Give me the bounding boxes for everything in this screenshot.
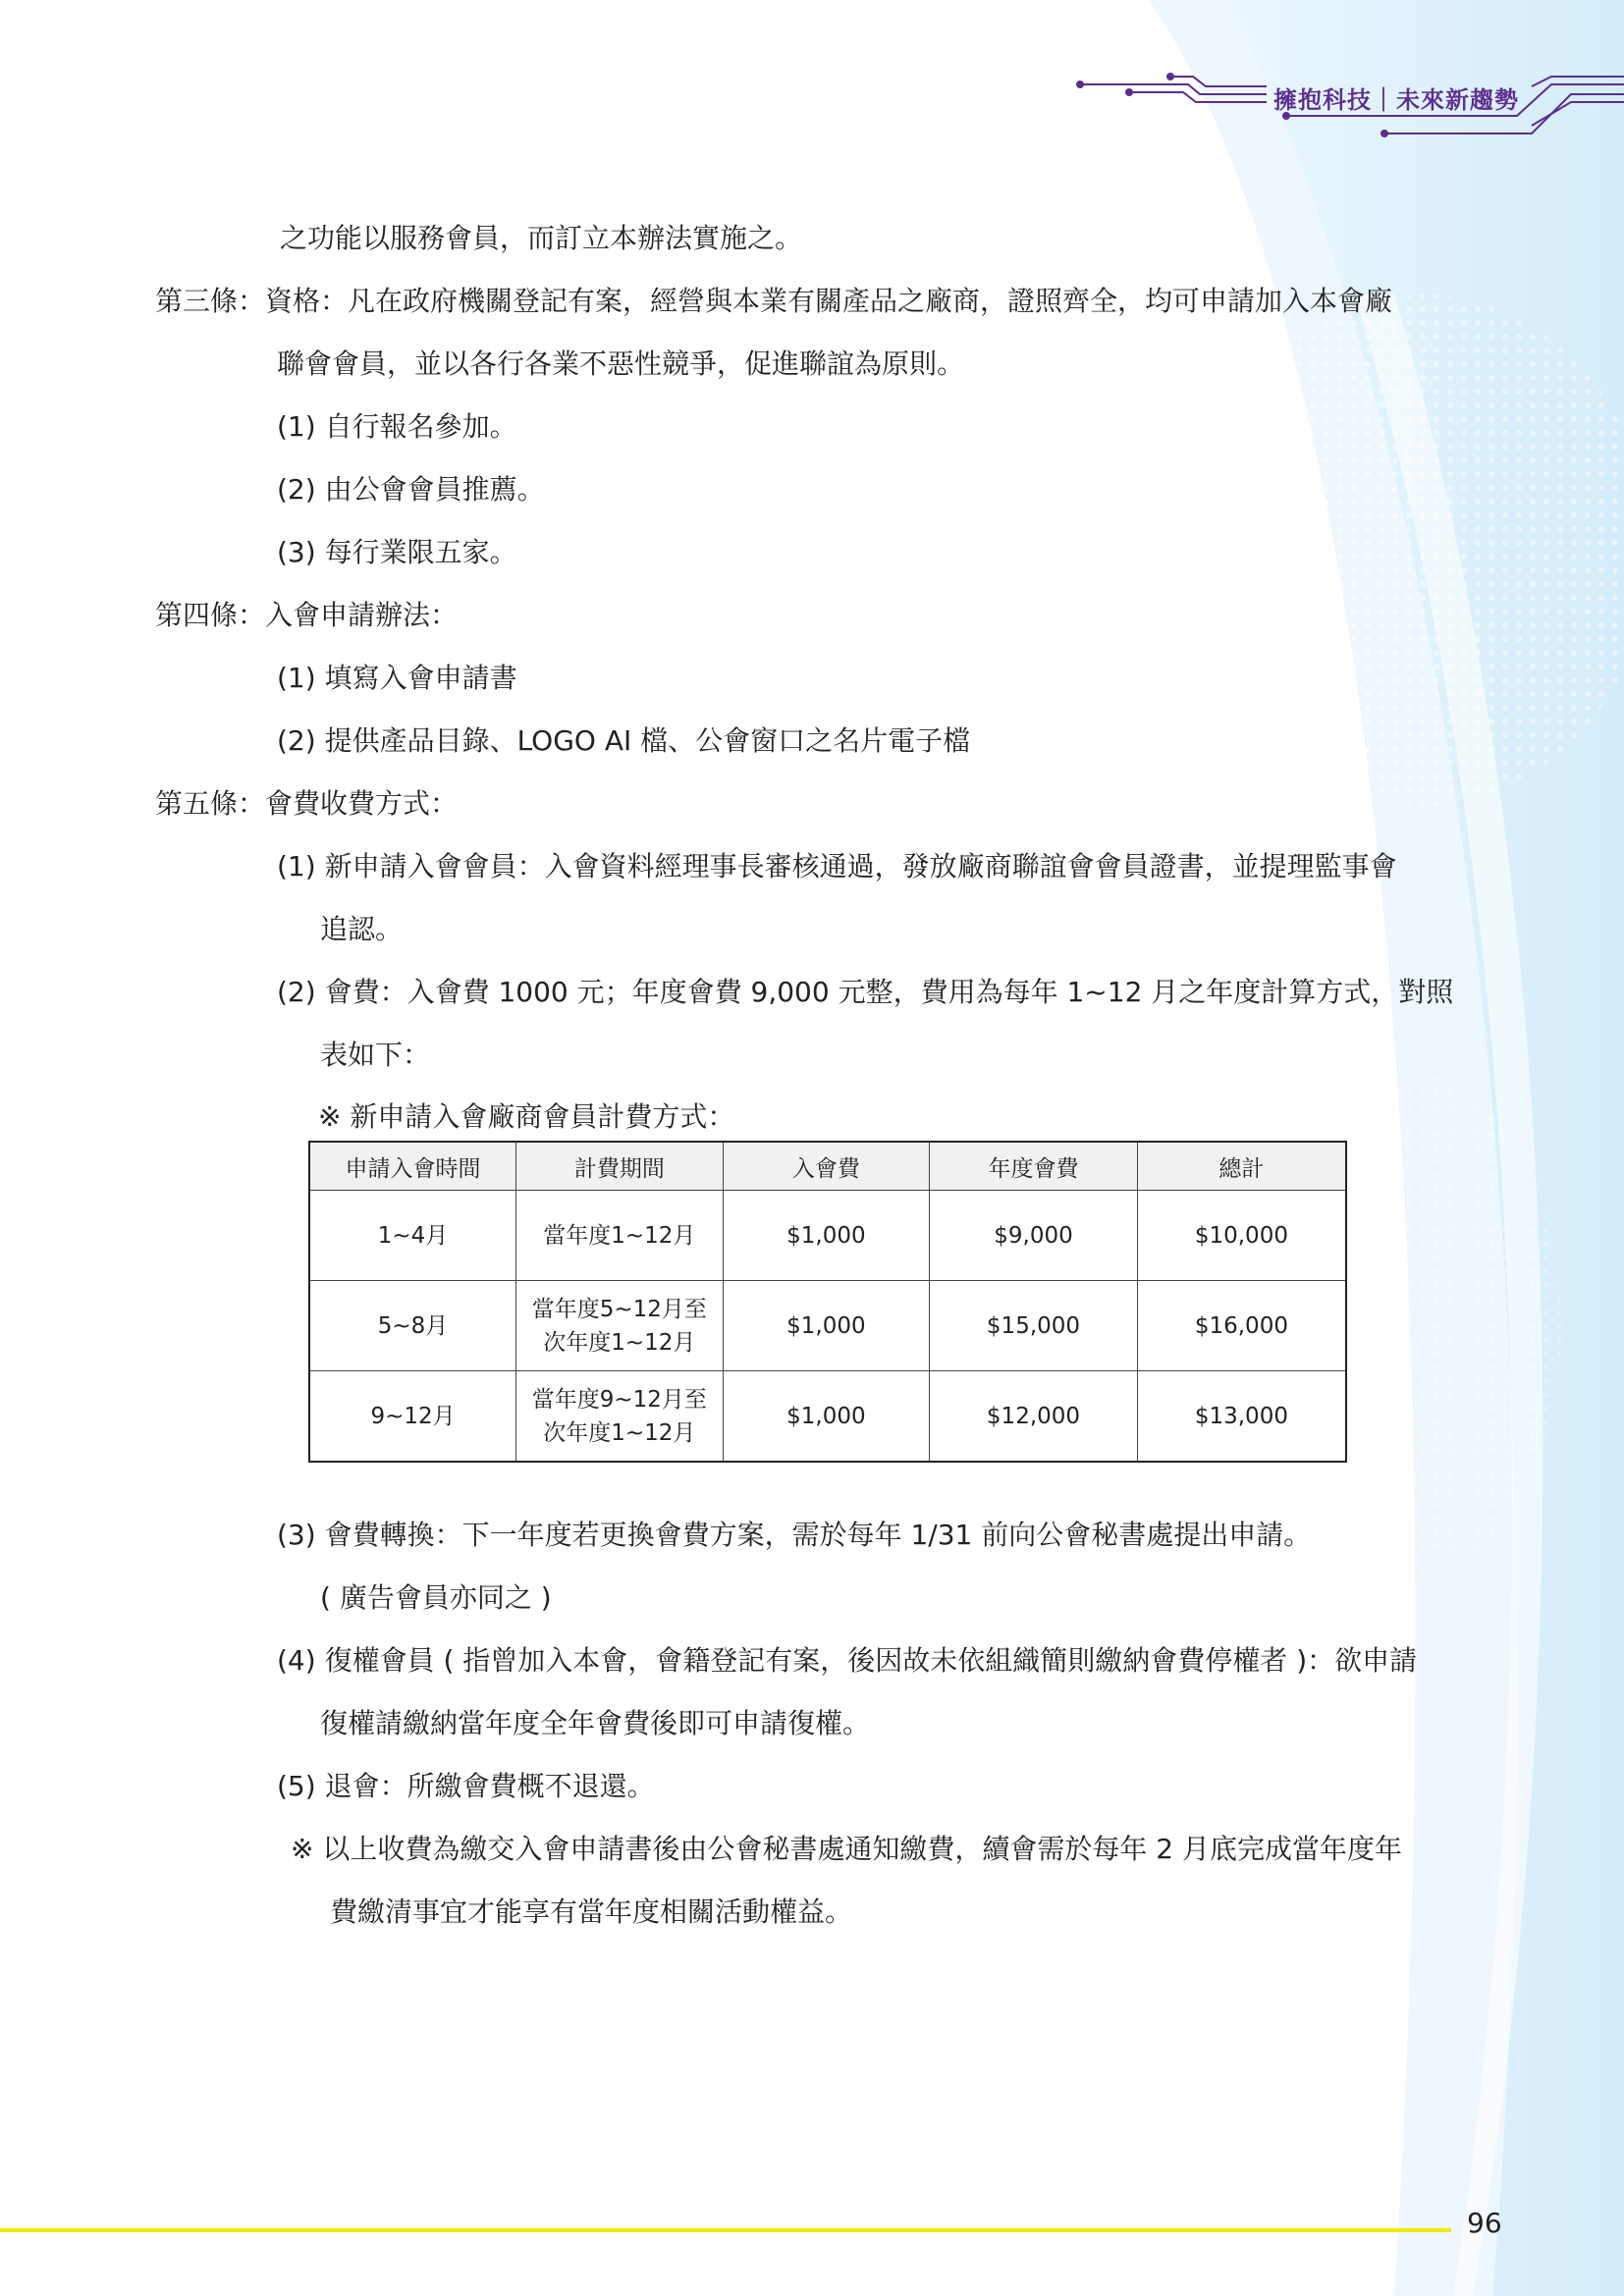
billing-cell: [516, 1281, 724, 1371]
total-cell: $10,000: [1137, 1191, 1346, 1281]
annual-fee-cell: $15,000: [930, 1281, 1138, 1371]
annual-fee-cell: $12,000: [930, 1371, 1138, 1463]
list-item: (2) 由公會會員推薦。: [277, 473, 545, 506]
list-item: (3) 會費轉換：下一年度若更換會費方案，需於每年 1/31 前向公會秘書處提出申請。: [277, 1519, 1312, 1551]
billing-cell: [516, 1191, 724, 1281]
billing-line: 當年度1~12月: [543, 1222, 696, 1249]
paragraph-line: 復權請繳納當年度全年會費後即可申請復權。: [320, 1707, 871, 1739]
table-row: [309, 1371, 1346, 1463]
fee-table: [308, 1141, 1347, 1463]
annual-fee-cell: $9,000: [930, 1191, 1138, 1281]
table-row: [309, 1191, 1346, 1281]
total-cell: $13,000: [1137, 1371, 1346, 1463]
list-item: (1) 填寫入會申請書: [277, 662, 517, 694]
column-header: 計費期間: [516, 1142, 724, 1191]
column-header: 申請入會時間: [309, 1142, 516, 1191]
paragraph-line: 表如下：: [320, 1039, 431, 1071]
note-line: 費繳清事宜才能享有當年度相關活動權益。: [330, 1896, 853, 1928]
article-3-heading: 第三條：資格：凡在政府機關登記有案，經營與本業有關產品之廠商，證照齊全，均可申請加入本會廠: [155, 285, 1393, 317]
billing-line: 次年度1~12月: [543, 1329, 696, 1356]
page-number: 96: [1467, 2207, 1502, 2239]
note-line: ※ 以上收費為繳交入會申請書後由公會秘書處通知繳費，續會需於每年 2 月底完成當年度年: [291, 1833, 1402, 1865]
paragraph-line: 追認。: [320, 913, 404, 945]
billing-line: 次年度1~12月: [543, 1419, 696, 1446]
list-item: (2) 提供產品目錄、LOGO AI 檔、公會窗口之名片電子檔: [277, 724, 971, 757]
entry-fee-cell: $1,000: [723, 1191, 930, 1281]
billing-line: 當年度5~12月至: [531, 1296, 707, 1322]
billing-cell: [516, 1371, 724, 1463]
entry-fee-cell: $1,000: [723, 1371, 930, 1463]
column-header: 入會費: [723, 1142, 930, 1191]
list-item: (3) 每行業限五家。: [277, 536, 517, 568]
paragraph-line: 聯會會員，並以各行各業不惡性競爭，促進聯誼為原則。: [277, 347, 965, 380]
table-header-row: [309, 1142, 1346, 1191]
header-title: 擁抱科技｜未來新趨勢: [1273, 86, 1519, 114]
period-cell: 1~4月: [309, 1191, 516, 1281]
period-cell: 9~12月: [309, 1371, 516, 1463]
list-item: (1) 自行報名參加。: [277, 410, 517, 443]
article-4-heading: 第四條：入會申請辦法：: [155, 599, 459, 631]
period-cell: 5~8月: [309, 1281, 516, 1371]
table-row: [309, 1281, 1346, 1371]
column-header: 年度會費: [930, 1142, 1138, 1191]
footer-divider: [0, 2228, 1451, 2232]
table-caption: ※ 新申請入會廠商會員計費方式：: [318, 1100, 735, 1133]
billing-line: 當年度9~12月至: [531, 1386, 707, 1413]
column-header: 總計: [1137, 1142, 1346, 1191]
entry-fee-cell: $1,000: [723, 1281, 930, 1371]
list-item: (4) 復權會員 ( 指曾加入本會，會籍登記有案，後因故未依組織簡則繳納會費停權者 )：欲申請: [277, 1644, 1418, 1677]
list-item: (1) 新申請入會會員：入會資料經理事長審核通過，發放廠商聯誼會會員證書，並提理監事會: [277, 850, 1397, 882]
article-5-heading: 第五條：會費收費方式：: [155, 787, 459, 820]
list-item: (2) 會費：入會費 1000 元；年度會費 9,000 元整，費用為每年 1~12 月之年度計算方式，對照: [277, 976, 1454, 1008]
list-item: (5) 退會：所繳會費概不退還。: [277, 1770, 655, 1802]
paragraph-line: 之功能以服務會員，而訂立本辦法實施之。: [280, 222, 803, 254]
paragraph-line: ( 廣告會員亦同之 ): [320, 1581, 552, 1614]
total-cell: $16,000: [1137, 1281, 1346, 1371]
